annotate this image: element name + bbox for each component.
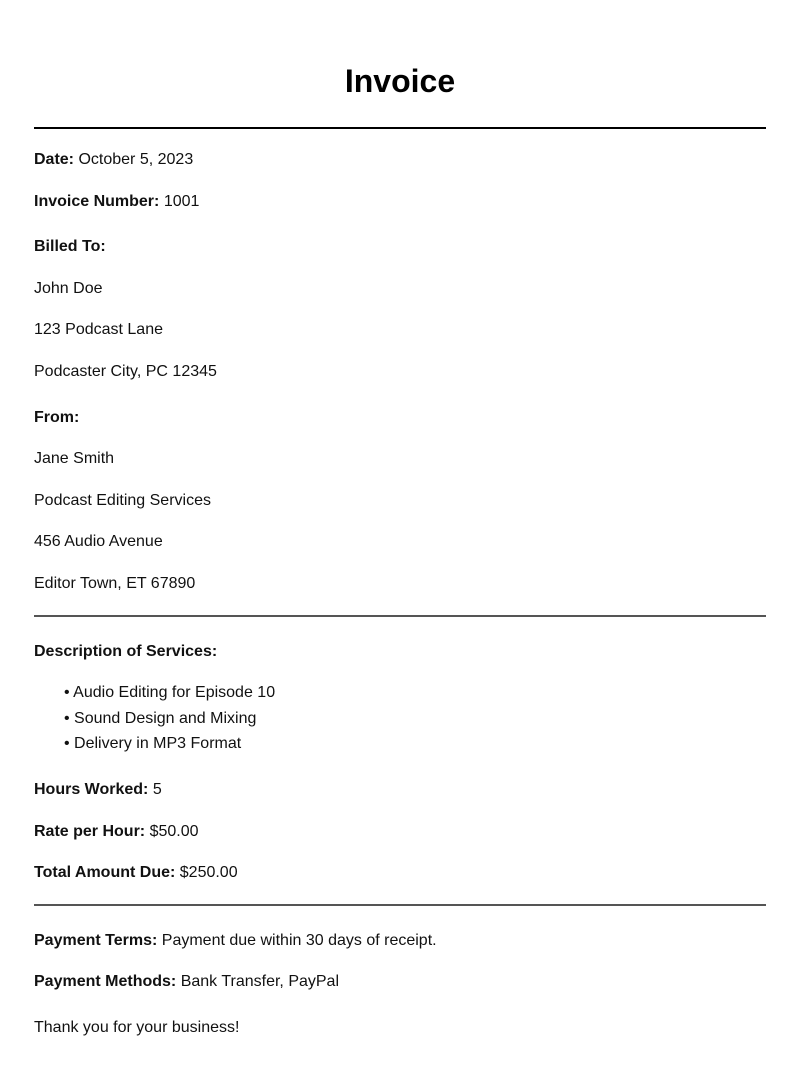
service-item: • Delivery in MP3 Format — [64, 735, 242, 752]
services-heading: Description of Services: — [34, 643, 218, 660]
date-label: Date: — [34, 151, 75, 168]
payment-methods-label: Payment Methods: — [34, 973, 177, 990]
from-company: Podcast Editing Services — [34, 492, 211, 509]
rate-label: Rate per Hour: — [34, 823, 146, 840]
from-heading: From: — [34, 409, 80, 426]
from-name: Jane Smith — [34, 450, 115, 467]
billed-to-heading: Billed To: — [34, 238, 106, 255]
total-row — [34, 863, 238, 883]
rate-row — [34, 822, 199, 842]
billed-to-city: Podcaster City, PC 12345 — [34, 363, 217, 380]
from-city: Editor Town, ET 67890 — [34, 575, 196, 592]
service-item-text: Audio Editing for Episode 10 — [73, 684, 276, 701]
title-divider — [34, 127, 766, 129]
page-title: Invoice — [344, 63, 456, 99]
total-value: $250.00 — [179, 864, 238, 881]
payment-terms-label: Payment Terms: — [34, 932, 158, 949]
from-street: 456 Audio Avenue — [34, 533, 163, 550]
service-item-text: Delivery in MP3 Format — [74, 735, 242, 752]
payment-methods-value: Bank Transfer, PayPal — [180, 973, 340, 990]
service-item: • Audio Editing for Episode 10 — [64, 684, 276, 701]
invoice-number-label: Invoice Number: — [34, 193, 160, 210]
section-divider-2 — [34, 904, 766, 906]
billed-to-name: John Doe — [34, 280, 103, 297]
payment-methods-row — [34, 972, 339, 992]
service-item: • Sound Design and Mixing — [64, 710, 257, 727]
payment-terms-value: Payment due within 30 days of receipt. — [161, 932, 437, 949]
hours-value: 5 — [152, 781, 162, 798]
section-divider-1 — [34, 615, 766, 617]
billed-to-street: 123 Podcast Lane — [34, 321, 163, 338]
invoice-number-value: 1001 — [163, 193, 200, 210]
rate-value: $50.00 — [149, 823, 199, 840]
payment-terms-row — [34, 931, 437, 951]
hours-row — [34, 780, 162, 800]
total-label: Total Amount Due: — [34, 864, 176, 881]
service-item-text: Sound Design and Mixing — [74, 710, 257, 727]
closing-message: Thank you for your business! — [34, 1019, 240, 1036]
date-row — [34, 150, 193, 170]
date-value: October 5, 2023 — [78, 151, 194, 168]
hours-label: Hours Worked: — [34, 781, 149, 798]
invoice-number-row — [34, 192, 199, 212]
